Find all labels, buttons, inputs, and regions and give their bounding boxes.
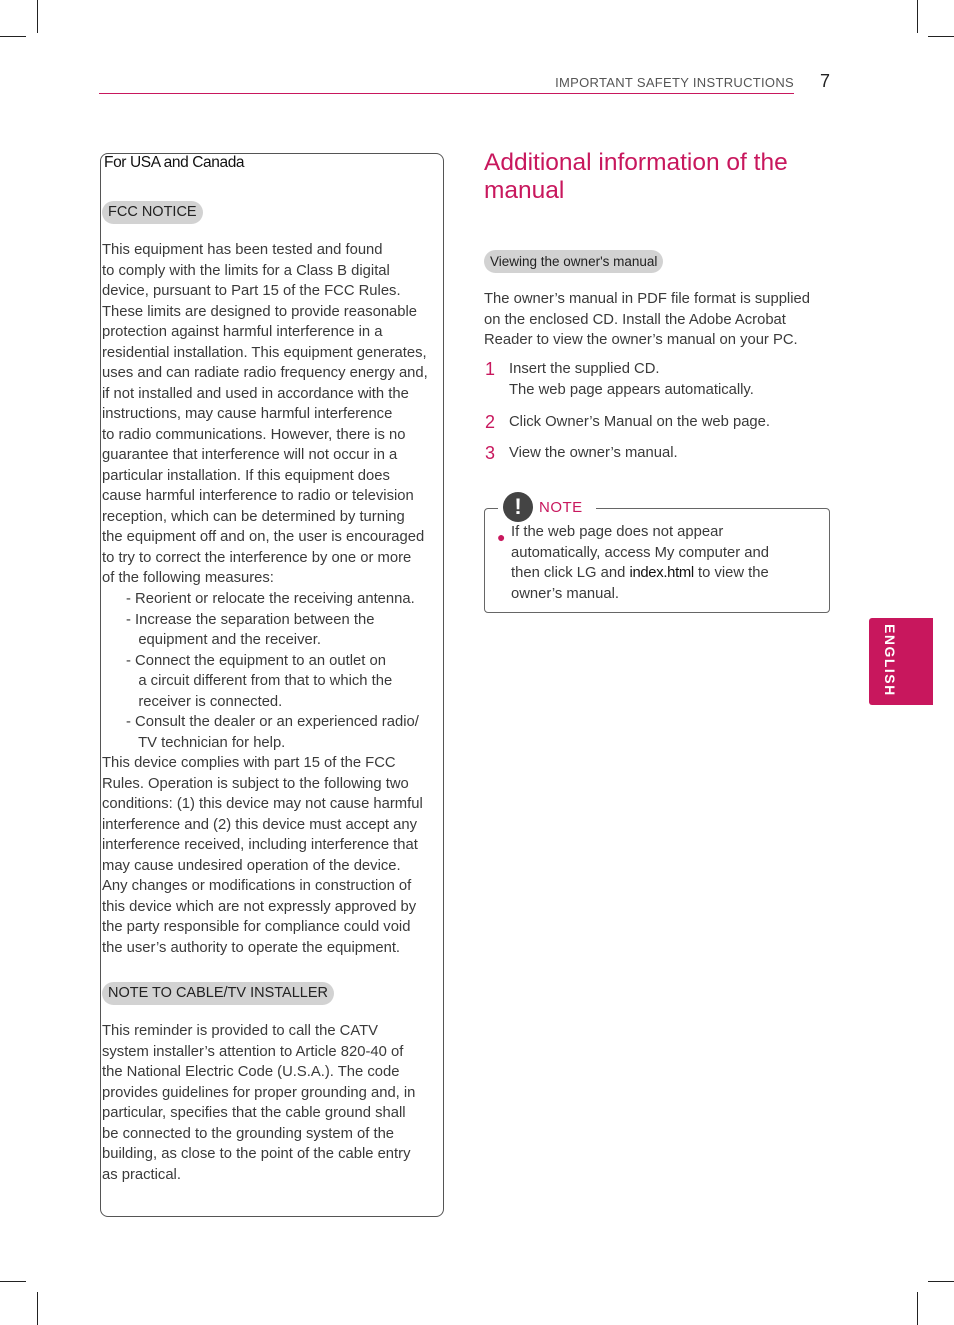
page-title: Additional information of the manual [484, 149, 788, 204]
fcc-text: This equipment has been tested and found to comply with the limits for a Class B digital device, pursuant to Part 15 of the FCC Rules. These limits are designed to provide reasonable protection against harmful interference in a residential installation. This equipment generates, uses and can radiate radio frequency energy and, if not installed and used in accordance with the instructions, may cause harmful interference to radio communications. However, there is no guarantee that interference will not occur in a particular installation. If this equipment does cause harmful interference to radio or television reception, which can be determined by turning the equipment off and on, the user is encouraged to try to correct the interference by one or more of the following measures: [102, 242, 428, 586]
filename: index.html [629, 565, 694, 581]
crop-mark [37, 1292, 38, 1325]
exclamation-icon: ! [503, 492, 533, 522]
cable-installer-label: NOTE TO CABLE/TV INSTALLER [102, 982, 334, 1005]
header-rule [99, 93, 794, 94]
bullet-icon: ● [497, 529, 506, 545]
compliance-text: This device complies with part 15 of the FCC Rules. Operation is subject to the following two conditions: (1) this device may not cause harmful interference and (2) this device must accept any interference received, including interference that may cause undesired operation of the device. Any changes or modifications in construction of this device which are not expressly approved by the party responsible for compliance could void the user’s authority to operate the equipment. [102, 755, 423, 956]
crop-mark [928, 36, 954, 37]
section-title: IMPORTANT SAFETY INSTRUCTIONS [555, 75, 794, 90]
crop-mark [917, 1292, 918, 1325]
fcc-notice-label: FCC NOTICE [102, 201, 203, 224]
crop-mark [0, 1281, 26, 1282]
page-number: 7 [820, 71, 831, 91]
language-tab-label: ENGLISH [882, 624, 898, 697]
step-text: Click Owner’s Manual on the web page. [509, 414, 771, 430]
step-number: 2 [485, 412, 496, 432]
note-text-start: If the web page does not appear automatically, access My computer and then click LG and [511, 524, 769, 581]
crop-mark [928, 1281, 954, 1282]
viewing-manual-label: Viewing the owner's manual [484, 250, 663, 273]
step-text: View the owner’s manual. [509, 445, 678, 461]
intro-text: The owner’s manual in PDF file format is supplied on the enclosed CD. Install the Adobe Acrobat Reader to view the owner’s manual on your PC. [484, 291, 810, 348]
language-tab [869, 618, 933, 705]
measures-list: - Reorient or relocate the receiving antenna. - Increase the separation between the equipment and the receiver. - Connect the equipment to an outlet on a circuit different from that to which the receiver is connected. - Consult the dealer or an experienced radio/ TV technician for help. [126, 591, 419, 751]
note-text [511, 522, 769, 604]
cable-text: This reminder is provided to call the CATV system installer’s attention to Article 820-40 of the National Electric Code (U.S.A.). The code provides guidelines for proper grounding and, in particular, specifies that the cable ground shall be connected to the grounding system of the building, as close to the point of the cable entry as practical. [102, 1023, 416, 1183]
step-number: 1 [485, 359, 496, 379]
crop-mark [0, 36, 26, 37]
crop-mark [37, 0, 38, 33]
crop-mark [917, 0, 918, 33]
box-title: For USA and Canada [104, 154, 245, 171]
note-text-end: to view the owner’s manual. [511, 565, 769, 602]
note-label: NOTE [539, 499, 583, 516]
step-number: 3 [485, 443, 496, 463]
step-text: Insert the supplied CD. The web page appears automatically. [509, 361, 754, 398]
